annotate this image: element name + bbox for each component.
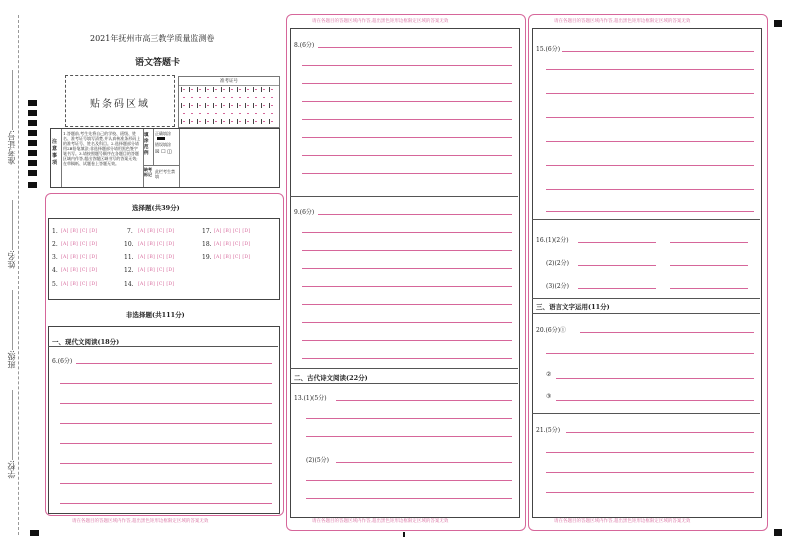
answer-line[interactable] [60, 503, 272, 504]
ticket-side-label: 准考证号: [7, 130, 16, 165]
answer-line[interactable] [578, 265, 656, 266]
answer-line[interactable] [76, 363, 272, 364]
class-write-line [12, 290, 13, 350]
choice-number: 10. [124, 241, 134, 248]
choice-number: 11. [124, 254, 134, 261]
alignment-mark [774, 529, 782, 536]
answer-line[interactable] [546, 93, 754, 94]
boundary-warning: 请在各题目的答题区域内作答,超出黑色矩形边框限定区域的答案无效 [312, 519, 449, 524]
q16-1-label: 16.(1)(2分) [536, 237, 569, 244]
nonchoice-title: 非选择题(共111分) [126, 311, 185, 319]
answer-line[interactable] [302, 358, 512, 359]
answer-line[interactable] [566, 432, 754, 433]
card-title: 语文答题卡 [135, 58, 181, 68]
barcode-label: 贴条码区域 [90, 99, 150, 110]
wrong-fill-marks: ☒ ☐ ◫ [155, 149, 172, 155]
page-mark [403, 532, 405, 537]
choice-options[interactable]: [A] [B] [C] [D] [214, 242, 251, 247]
fill-example-label: 填涂范例 [144, 133, 149, 156]
name-write-line [12, 200, 13, 250]
alignment-mark [28, 140, 37, 146]
choice-options[interactable]: [A] [B] [C] [D] [214, 229, 251, 234]
answer-line[interactable] [578, 288, 656, 289]
q8-label: 8.(6分) [294, 42, 315, 49]
answer-line[interactable] [578, 242, 656, 243]
answer-line[interactable] [302, 304, 512, 305]
alignment-mark [28, 110, 37, 116]
choice-options[interactable]: [A] [B] [C] [D] [138, 229, 175, 234]
alignment-mark [28, 120, 37, 126]
answer-line[interactable] [318, 214, 512, 215]
answer-line[interactable] [546, 69, 754, 70]
answer-line[interactable] [60, 383, 272, 384]
answer-line[interactable] [306, 418, 512, 419]
answer-line[interactable] [336, 400, 512, 401]
choice-options[interactable]: [A] [B] [C] [D] [214, 255, 251, 260]
q9-label: 9.(6分) [294, 209, 315, 216]
ticket-write-line [12, 70, 13, 130]
correct-fill-label: 正确填涂 [155, 131, 171, 136]
choice-number: 12. [124, 267, 134, 274]
answer-line[interactable] [302, 232, 512, 233]
answer-line[interactable] [302, 65, 512, 66]
boundary-warning: 请在各题目的答题区域内作答,超出黑色矩形边框限定区域的答案无效 [554, 19, 691, 24]
choice-number: 18. [202, 241, 212, 248]
choice-options[interactable]: [A] [B] [C] [D] [138, 242, 175, 247]
school-write-line [12, 390, 13, 460]
exam-title: 2021年抚州市高三教学质量监测卷 [90, 34, 215, 43]
choice-number: 2. [52, 241, 58, 248]
choice-options[interactable]: [A] [B] [C] [D] [138, 282, 175, 287]
answer-line[interactable] [556, 400, 754, 401]
alignment-mark [28, 150, 37, 156]
answer-line[interactable] [302, 268, 512, 269]
alignment-mark [28, 170, 37, 176]
choice-number: 3. [52, 254, 58, 261]
answer-line[interactable] [302, 155, 512, 156]
cut-line [18, 15, 19, 535]
answer-line[interactable] [302, 119, 512, 120]
q20-2-label: ② [546, 371, 552, 378]
choice-number: 5. [52, 281, 58, 288]
q16-2-label: (2)(2分) [546, 260, 569, 267]
barcode-area [65, 75, 175, 127]
answer-line[interactable] [546, 117, 754, 118]
choice-number: 17. [202, 228, 212, 235]
answer-line[interactable] [546, 211, 754, 212]
answer-line[interactable] [60, 483, 272, 484]
choice-options[interactable]: [A] [B] [C] [D] [138, 255, 175, 260]
correct-fill-mark [157, 137, 165, 140]
q13-1-label: 13.(1)(5分) [294, 395, 327, 402]
answer-line[interactable] [302, 101, 512, 102]
wrong-fill-label: 错误填涂 [155, 142, 171, 147]
q6-box [48, 326, 280, 514]
answer-line[interactable] [546, 353, 754, 354]
choice-title: 选择题(共39分) [132, 204, 180, 212]
answer-line[interactable] [302, 83, 512, 84]
choice-number: 19. [202, 254, 212, 261]
ticket-digit-bubbles[interactable] [179, 85, 279, 127]
answer-line[interactable] [670, 265, 748, 266]
answer-line[interactable] [60, 423, 272, 424]
answer-line[interactable] [580, 332, 754, 333]
class-side-label: 班级: [7, 350, 16, 369]
name-side-label: 姓名: [7, 250, 16, 269]
q15-label: 15.(6分) [536, 46, 561, 53]
answer-line[interactable] [546, 189, 754, 190]
notes-text: 1.答题前,考生先将自己的学校、班级、姓名、准考证号填写清楚,并认真核准条形码上的准考证号、姓名及科目。2.选择题部分请用2B铅笔填涂;非选择题部分请用黑色签字笔书写。3.请按照题号顺序在各题目的答题区域内作答,超出答题区域书写的答案无效;在草稿纸、试题卷上答题无效。 [63, 131, 141, 166]
q13-2-label: (2)(5分) [306, 457, 329, 464]
answer-line[interactable] [302, 340, 512, 341]
answer-line[interactable] [336, 462, 512, 463]
answer-line[interactable] [546, 141, 754, 142]
choice-number: 7. [127, 228, 133, 235]
answer-line[interactable] [562, 51, 754, 52]
choice-options[interactable]: [A] [B] [C] [D] [61, 268, 98, 273]
alignment-mark [28, 160, 37, 166]
q6-label: 6.(6分) [52, 358, 73, 365]
answer-line[interactable] [318, 47, 512, 48]
answer-line[interactable] [306, 498, 512, 499]
q16-3-label: (3)(2分) [546, 283, 569, 290]
answer-line[interactable] [546, 472, 754, 473]
q20-3-label: ③ [546, 393, 552, 400]
answer-line[interactable] [670, 288, 748, 289]
answer-line[interactable] [60, 443, 272, 444]
answer-line[interactable] [546, 492, 754, 493]
section-modern-title: 一、现代文阅读(18分) [52, 338, 120, 346]
ticket-grid-label: 准考证号 [220, 79, 238, 84]
alignment-mark [28, 130, 37, 136]
alignment-mark [774, 20, 782, 27]
answer-line[interactable] [60, 463, 272, 464]
choice-options[interactable]: [A] [B] [C] [D] [138, 268, 175, 273]
q20-1-label: 20.(6分)① [536, 327, 567, 334]
alignment-mark [28, 182, 37, 188]
boundary-warning: 请在各题目的答题区域内作答,超出黑色矩形边框限定区域的答案无效 [72, 519, 209, 524]
answer-line[interactable] [546, 165, 754, 166]
choice-number: 14. [124, 281, 134, 288]
answer-line[interactable] [60, 403, 272, 404]
section-ancient-title: 二、古代诗文阅读(22分) [294, 374, 368, 382]
notes-title: 注意事项 [52, 139, 58, 166]
absent-text: 此栏考生禁填 [155, 169, 175, 179]
notes-box [50, 128, 280, 188]
answer-line[interactable] [556, 378, 754, 379]
alignment-mark [30, 530, 39, 536]
q21-label: 21.(5分) [536, 427, 561, 434]
school-side-label: 学校: [7, 460, 16, 479]
choice-options[interactable]: [A] [B] [C] [D] [61, 229, 98, 234]
alignment-mark [28, 100, 37, 106]
choice-options[interactable]: [A] [B] [C] [D] [61, 282, 98, 287]
answer-line[interactable] [302, 322, 512, 323]
absent-label: 缺考标记 [144, 167, 152, 177]
choice-options[interactable]: [A] [B] [C] [D] [61, 242, 98, 247]
answer-line[interactable] [302, 286, 512, 287]
choice-number: 4. [52, 267, 58, 274]
choice-number: 1. [52, 228, 58, 235]
boundary-warning: 请在各题目的答题区域内作答,超出黑色矩形边框限定区域的答案无效 [312, 19, 449, 24]
answer-line[interactable] [302, 137, 512, 138]
panel-3-box [532, 28, 762, 518]
answer-line[interactable] [302, 250, 512, 251]
answer-line[interactable] [546, 452, 754, 453]
answer-line[interactable] [306, 480, 512, 481]
ticket-grid [178, 76, 280, 128]
section-language-title: 三、语言文字运用(11分) [536, 303, 610, 311]
boundary-warning: 请在各题目的答题区域内作答,超出黑色矩形边框限定区域的答案无效 [554, 519, 691, 524]
answer-line[interactable] [302, 173, 512, 174]
choice-options[interactable]: [A] [B] [C] [D] [61, 255, 98, 260]
answer-line[interactable] [670, 242, 748, 243]
answer-line[interactable] [306, 436, 512, 437]
